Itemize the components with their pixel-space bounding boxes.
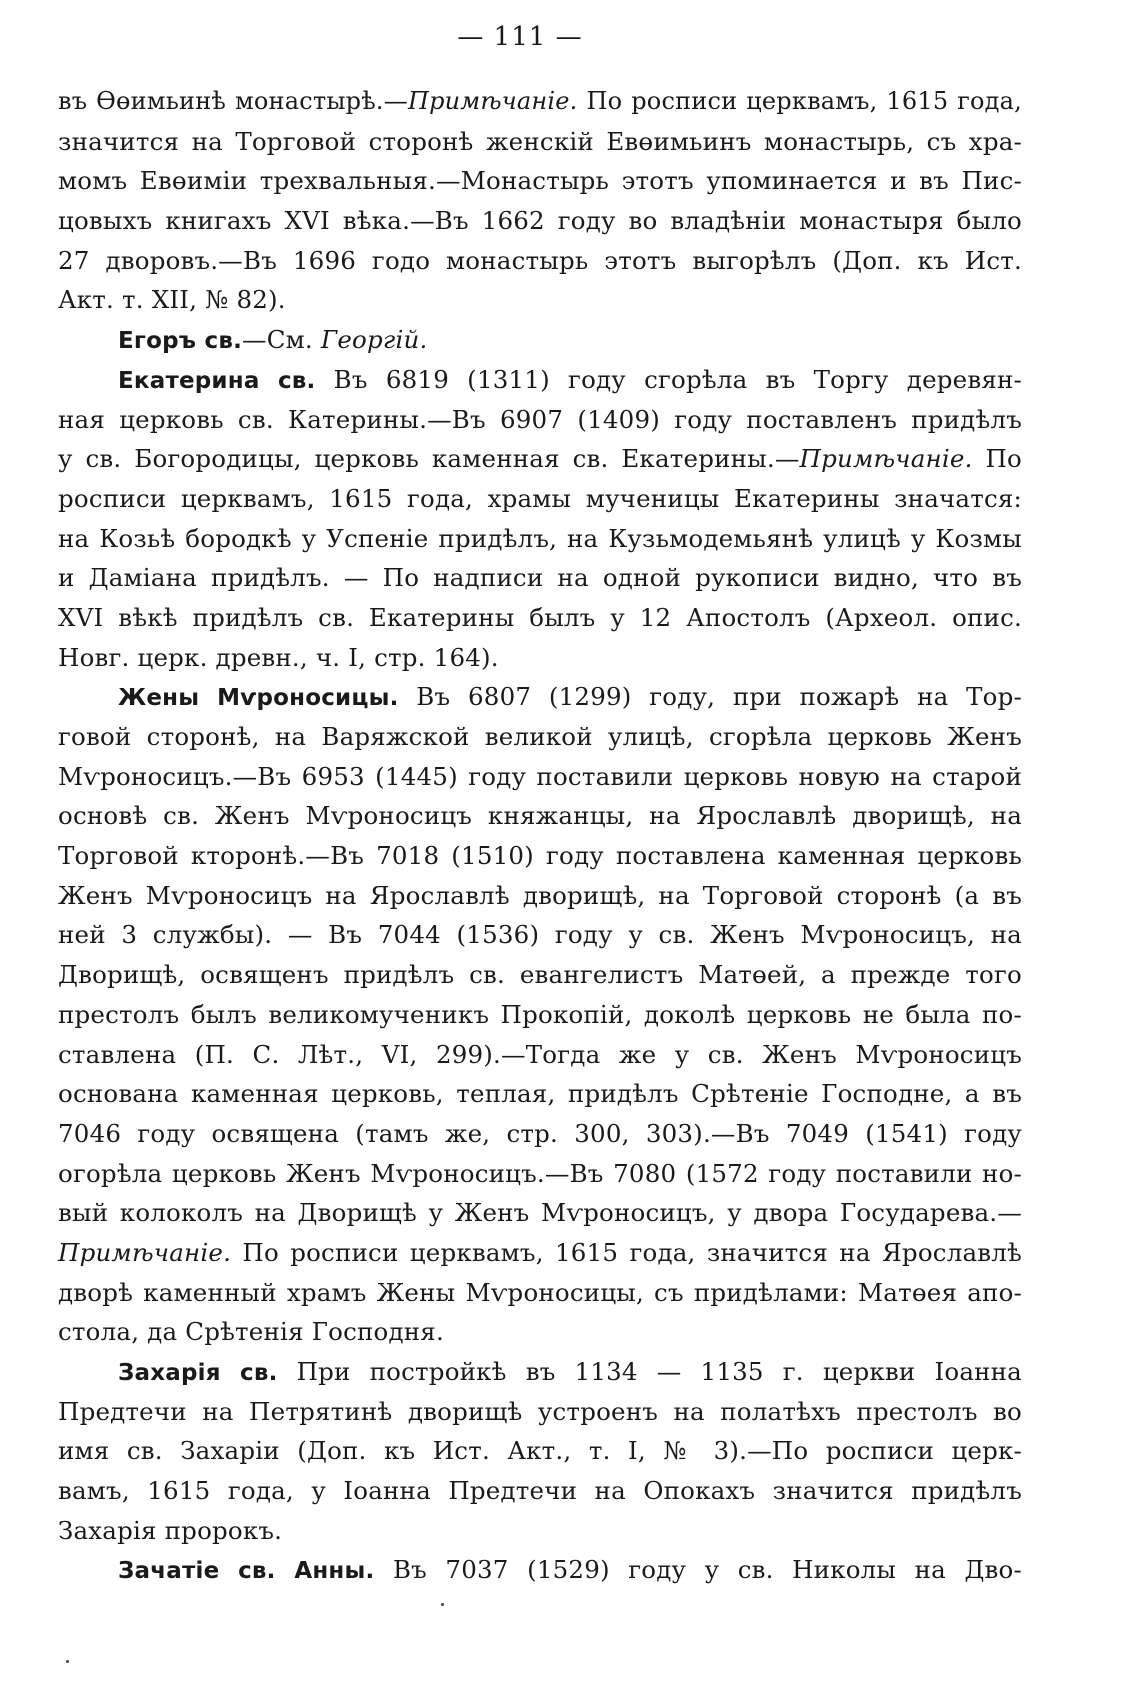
text-line: [58, 1550, 1022, 1590]
text-run: ней 3 службы). — Въ 7044 (1536) году у св. Женъ Мѵроносицъ, на: [58, 920, 1022, 950]
text-line: [58, 955, 1022, 995]
text-line: [58, 161, 1022, 201]
print-speck: [66, 1660, 69, 1663]
text-run: —См.: [242, 325, 321, 355]
text-line: [58, 400, 1022, 440]
text-line: [58, 1273, 1022, 1313]
entry-heading: Зачатіе св. Анны.: [118, 1558, 375, 1585]
entry-heading: Захарія св.: [118, 1360, 278, 1386]
text-run: Дворищѣ, освященъ придѣлъ св. евангелистъ Матөей, а прежде того: [58, 960, 1022, 990]
text-run: По росписи церквамъ, 1615 года,: [577, 87, 1022, 115]
text-run: имя св. Захаріи (Доп. къ Ист. Акт., т. I, № 3).—По росписи церк-: [58, 1436, 1022, 1466]
text-run: значится на Торговой сторонѣ женскій Евөимьинъ монастырь, съ хра-: [58, 126, 1022, 156]
text-line: [58, 1035, 1022, 1075]
text-line: [58, 82, 1022, 122]
text-line: [58, 1233, 1022, 1273]
print-speck: [441, 1603, 444, 1606]
text-run: Захарія пророкъ.: [58, 1515, 283, 1545]
page-number: — 111 —: [457, 22, 583, 52]
text-line: [58, 1193, 1022, 1233]
text-line: [58, 717, 1022, 757]
text-line: [58, 320, 1022, 360]
italic-text: Примѣчаніе.: [407, 87, 578, 115]
text-line: [58, 1431, 1022, 1471]
entry-heading: Екатерина св.: [118, 367, 316, 394]
text-run: Женъ Мѵроносицъ на Ярославлѣ дворищѣ, на Торговой сторонѣ (а въ: [58, 880, 1022, 910]
text-line: [58, 1154, 1022, 1194]
text-run: на Козьѣ бородкѣ у Успеніе придѣлъ, на Кузьмодемьянѣ улицѣ у Козмы: [58, 523, 1022, 553]
text-run: момъ Евөиміи трехвальныя.—Монастырь этотъ упоминается и въ Пис-: [58, 166, 1022, 196]
text-line: [58, 757, 1022, 797]
text-line: [58, 201, 1022, 241]
text-run: говой сторонѣ, на Варяжской великой улицѣ, сгорѣла церковь Женъ: [58, 722, 1022, 751]
text-line: [58, 122, 1022, 162]
text-line: [58, 1074, 1022, 1114]
italic-text: Георгій.: [320, 325, 428, 355]
text-run: По: [972, 444, 1022, 474]
text-line: [58, 519, 1022, 559]
text-run: 27 дворовъ.—Въ 1696 годо монастырь этотъ выгорѣлъ (Доп. къ Ист.: [58, 245, 1022, 275]
text-run: цовыхъ книгахъ XVI вѣка.—Въ 1662 году во владѣніи монастыря было: [58, 206, 1022, 236]
text-line: [58, 876, 1022, 916]
italic-text: Примѣчаніе.: [58, 1237, 232, 1267]
text-run: у св. Богородицы, церковь каменная св. Екатерины.—: [58, 444, 800, 474]
text-run: вамъ, 1615 года, у Іоанна Предтечи на Опокахъ значится придѣлъ: [58, 1476, 1022, 1506]
text-run: Предтечи на Петрятинѣ дворищѣ устроенъ на полатѣхъ престолъ во: [58, 1396, 1022, 1426]
text-run: Торговой кторонѣ.—Въ 7018 (1510) году поставлена каменная церковь: [58, 841, 1022, 871]
text-line: [58, 1352, 1022, 1392]
text-line: [58, 1114, 1022, 1154]
body-text: [58, 82, 1022, 1590]
text-line: [58, 439, 1022, 479]
italic-text: Примѣчаніе.: [799, 444, 973, 474]
text-run: Мѵроносицъ.—Въ 6953 (1445) году поставили церковь новую на старой: [58, 761, 1022, 791]
text-line: [58, 558, 1022, 598]
text-run: Въ 6807 (1299) году, при пожарѣ на Тор-: [398, 682, 1022, 712]
text-run: ная церковь св. Катерины.—Въ 6907 (1409) году поставленъ придѣлъ: [58, 404, 1022, 434]
text-run: XVI вѣкѣ придѣлъ св. Екатерины былъ у 12 Апостолъ (Археол. опис.: [58, 602, 1022, 632]
text-run: При постройкѣ въ 1134 — 1135 г. церкви Іоанна: [277, 1357, 1022, 1386]
text-run: Новг. церк. древн., ч. I, стр. 164).: [58, 642, 499, 672]
text-line: [58, 915, 1022, 955]
text-run: ставлена (П. С. Лѣт., VI, 299).—Тогда же у св. Женъ Мѵроносицъ: [58, 1039, 1022, 1069]
text-line: [58, 360, 1022, 400]
text-line: [58, 241, 1022, 281]
text-line: [58, 1392, 1022, 1432]
text-run: вый колоколъ на Дворищѣ у Женъ Мѵроносицъ, у двора Государева.—: [58, 1198, 1022, 1228]
text-run: росписи церквамъ, 1615 года, храмы мученицы Екатерины значатся:: [58, 483, 1022, 513]
text-run: Въ 6819 (1311) году сгорѣла въ Торгу деревян-: [315, 364, 1023, 394]
text-line: [58, 995, 1022, 1035]
text-run: дворѣ каменный храмъ Жены Мѵроносицы, съ придѣлами: Матөея апо-: [58, 1277, 1022, 1307]
text-run: 7046 году освящена (тамъ же, стр. 300, 303).—Въ 7049 (1541) году: [58, 1118, 1022, 1148]
text-line: [58, 280, 1022, 320]
text-run: престолъ былъ великомученикъ Прокопій, доколѣ церковь не была по-: [58, 999, 1022, 1029]
entry-heading: Жены Мѵроносицы.: [118, 685, 399, 712]
text-run: Въ 7037 (1529) году у св. Николы на Дво-: [374, 1555, 1022, 1585]
text-run: основѣ св. Женъ Мѵроносицъ княжанцы, на Ярославлѣ дворищѣ, на: [58, 801, 1022, 831]
text-line: [58, 677, 1022, 717]
text-run: и Даміана придѣлъ. — По надписи на одной рукописи видно, что въ: [58, 563, 1022, 593]
text-line: [58, 1312, 1022, 1352]
text-run: основана каменная церковь, теплая, придѣлъ Срѣтеніе Господне, а въ: [58, 1079, 1022, 1109]
text-line: [58, 598, 1022, 638]
text-line: [58, 836, 1022, 876]
text-line: [58, 479, 1022, 519]
entry-heading: Егоръ св.: [118, 328, 243, 355]
text-run: стола, да Срѣтенія Господня.: [58, 1317, 444, 1347]
text-run: По росписи церквамъ, 1615 года, значится на Ярославлѣ: [231, 1237, 1022, 1267]
text-line: [58, 638, 1022, 678]
text-run: огорѣла церковь Женъ Мѵроносицъ.—Въ 7080 (1572 году поставили но-: [58, 1158, 1022, 1188]
text-line: [58, 796, 1022, 836]
text-run: въ Өөимьинѣ монастырѣ.—: [58, 87, 408, 115]
text-line: [58, 1511, 1022, 1551]
text-line: [58, 1471, 1022, 1511]
text-run: Акт. т. XII, № 82).: [58, 285, 286, 315]
